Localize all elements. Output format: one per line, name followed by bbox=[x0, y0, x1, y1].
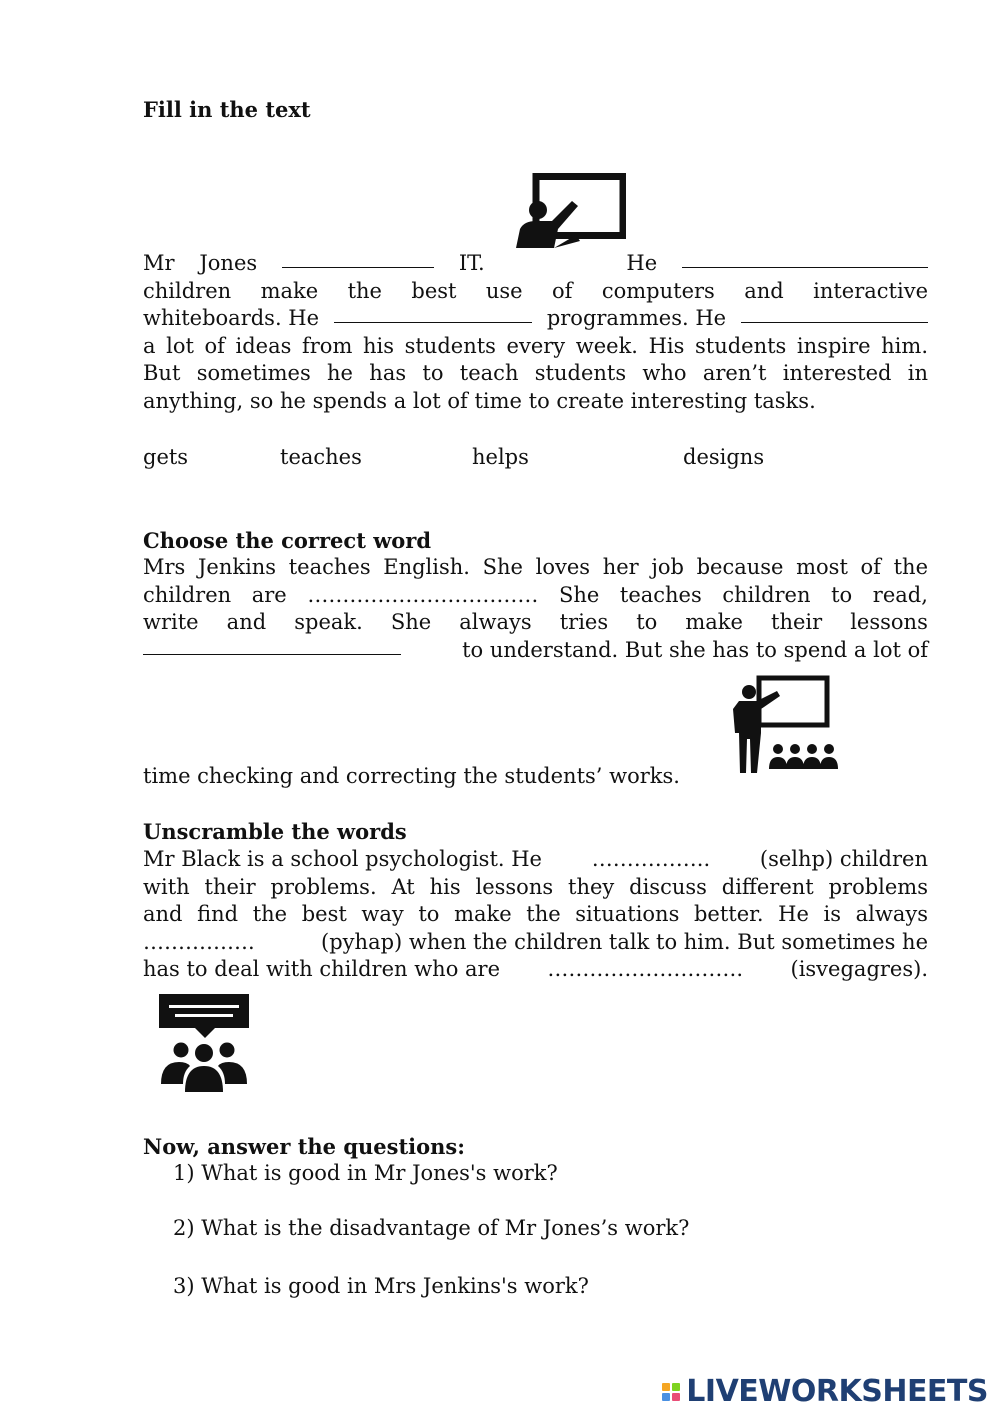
paragraph-line: time checking and correcting the students’ works. bbox=[143, 764, 680, 788]
text: make bbox=[260, 278, 319, 303]
text: (selhp) children bbox=[759, 847, 928, 871]
question-2: 2) What is the disadvantage of Mr Jones’s work? bbox=[173, 1216, 690, 1240]
paragraph-line: anything, so he spends a lot of time to create interesting tasks. bbox=[143, 388, 816, 413]
text: She bbox=[390, 610, 432, 635]
paragraph-line bbox=[143, 305, 928, 333]
text: to understand. But she has to spend a lot of bbox=[462, 637, 928, 662]
section-title-unscramble: Unscramble the words bbox=[143, 819, 407, 844]
dotted-blank[interactable]: …………………………… bbox=[307, 582, 539, 607]
paragraph-line bbox=[143, 956, 928, 984]
word-bank-helps[interactable]: helps bbox=[472, 445, 529, 469]
paragraph-line: Mrs Jenkins teaches English. She loves her job because most of the bbox=[143, 555, 928, 579]
word-bank-teaches[interactable]: teaches bbox=[280, 445, 362, 469]
paragraph-line: and find the best way to make the situations better. He is always bbox=[143, 902, 928, 927]
blank-1[interactable] bbox=[282, 250, 434, 268]
question-3: 3) What is good in Mrs Jenkins's work? bbox=[173, 1274, 589, 1298]
text: and bbox=[744, 278, 784, 303]
text: write bbox=[143, 610, 199, 635]
text: always bbox=[459, 610, 532, 635]
text: children bbox=[143, 278, 232, 303]
dotted-blank[interactable]: ……………. bbox=[143, 929, 255, 954]
text: Jones bbox=[199, 251, 258, 275]
text: Mr Black is a school psychologist. He bbox=[143, 847, 542, 871]
text: (pyhap) when the children talk to him. But sometimes he bbox=[321, 929, 928, 954]
word-bank-gets[interactable]: gets bbox=[143, 445, 189, 469]
section-title-fill-in: Fill in the text bbox=[143, 97, 311, 122]
section-title-choose: Choose the correct word bbox=[143, 528, 432, 553]
text: teaches bbox=[619, 582, 702, 607]
question-1: 1) What is good in Mr Jones's work? bbox=[173, 1161, 558, 1185]
blank-2[interactable] bbox=[682, 250, 928, 268]
text: Mr bbox=[143, 251, 175, 275]
text: lessons bbox=[850, 610, 928, 635]
text: and bbox=[226, 610, 267, 635]
text: children bbox=[143, 582, 232, 607]
paragraph-line: with their problems. At his lessons they discuss different problems bbox=[143, 874, 928, 899]
liveworksheets-logo bbox=[662, 1374, 988, 1410]
section-title-questions: Now, answer the questions: bbox=[143, 1134, 466, 1159]
paragraph-line bbox=[143, 609, 928, 637]
text: computers bbox=[601, 278, 715, 303]
teacher-class-icon bbox=[731, 675, 841, 775]
text: children bbox=[722, 582, 811, 607]
choose-paragraph bbox=[143, 554, 928, 664]
text: whiteboards. He bbox=[143, 306, 320, 331]
blank-5[interactable] bbox=[143, 637, 401, 655]
text: of bbox=[552, 278, 573, 303]
text: He bbox=[626, 251, 658, 275]
teacher-screen-icon bbox=[514, 173, 626, 249]
paragraph-line bbox=[143, 278, 928, 306]
text: tries bbox=[559, 610, 609, 635]
text: are bbox=[251, 582, 287, 607]
paragraph-line bbox=[143, 250, 928, 278]
text: best bbox=[411, 278, 457, 303]
group-discussion-icon bbox=[157, 992, 251, 1094]
text: She bbox=[558, 582, 600, 607]
paragraph-line bbox=[143, 929, 928, 957]
text: interactive bbox=[813, 278, 928, 303]
dotted-blank[interactable]: …………….. bbox=[591, 847, 711, 871]
paragraph-line: But sometimes he has to teach students who aren’t interested in bbox=[143, 361, 928, 386]
text: programmes. He bbox=[546, 306, 727, 331]
text: read, bbox=[872, 582, 928, 607]
blank-3[interactable] bbox=[334, 305, 532, 323]
paragraph-line: a lot of ideas from his students every week. His students inspire him. bbox=[143, 333, 928, 358]
logo-text: LIVEWORKSHEETS bbox=[686, 1374, 988, 1410]
text: IT. bbox=[458, 251, 485, 275]
text: the bbox=[347, 278, 382, 303]
paragraph-line bbox=[143, 846, 928, 874]
paragraph-line bbox=[143, 582, 928, 610]
text: has to deal with children who are bbox=[143, 957, 500, 982]
text: (isvegagres). bbox=[790, 957, 928, 982]
dotted-blank[interactable]: ………………………. bbox=[547, 957, 744, 982]
fill-in-paragraph bbox=[143, 250, 928, 416]
text: speak. bbox=[294, 610, 363, 635]
text: to bbox=[831, 582, 853, 607]
text: make bbox=[685, 610, 743, 635]
text: to bbox=[636, 610, 658, 635]
logo-mark-icon bbox=[662, 1383, 680, 1401]
word-bank-designs[interactable]: designs bbox=[683, 445, 765, 469]
text: use bbox=[485, 278, 523, 303]
unscramble-paragraph bbox=[143, 846, 928, 984]
text: their bbox=[771, 610, 823, 635]
paragraph-line bbox=[143, 637, 928, 665]
blank-4[interactable] bbox=[741, 305, 928, 323]
